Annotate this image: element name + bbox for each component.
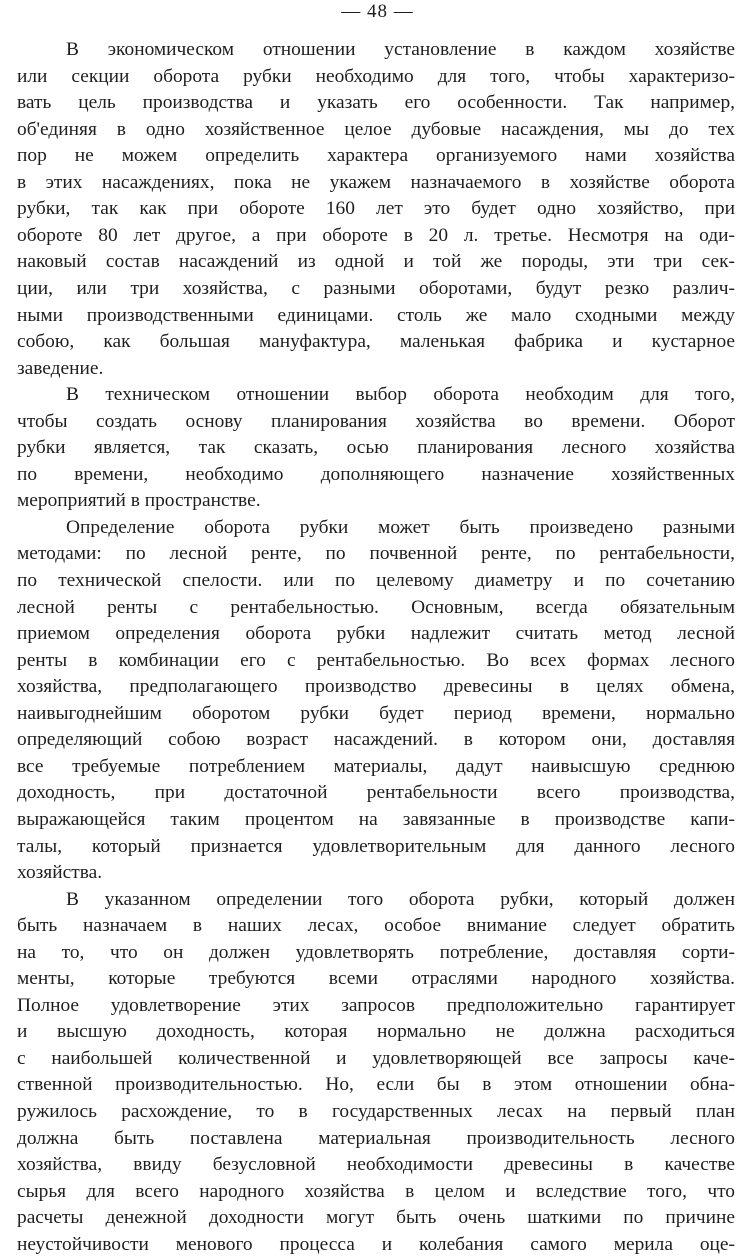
text-line: хозяйства, предполагающего производство древесины в целях обмена, [17, 676, 735, 698]
text-line: рубки, так как при обороте 160 лет это будет одно хозяйство, при [17, 198, 735, 220]
text-line: расчеты денежной доходности могут быть очень шаткими по причине [17, 1207, 735, 1229]
text-line: приемом определения оборота рубки надлежит считать метод лесной [17, 623, 735, 645]
text-line: талы, который признается удовлетворительным для данного лесного [17, 835, 735, 857]
text-line: все требуемые потреблением материалы, дадут наивысшую среднюю [17, 755, 735, 777]
text-line: хозяйства, ввиду безусловной необходимости древесины в качестве [17, 1154, 735, 1176]
text-line: об'единяя в одно хозяйственное целое дубовые насаждения, мы до тех [17, 118, 735, 140]
text-line: сырья для всего народного хозяйства в целом и вследствие того, что [17, 1180, 735, 1202]
text-line: ренты в комбинации его с рентабельностью. Во всех формах лесного [17, 649, 735, 671]
paragraph-first-line: В указанном определении того оборота рубки, который должен [66, 888, 735, 910]
text-line: хозяйства. [17, 862, 103, 884]
text-line: мероприятий в пространстве. [17, 490, 261, 512]
text-line: заведение. [17, 357, 104, 379]
text-line: ственной производительностью. Но, если бы в этом отношении обна- [17, 1074, 735, 1096]
text-line: ружилось расхождение, то в государственных лесах на первый план [17, 1101, 735, 1122]
text-line: наковый состав насаждений из одной и той же породы, эти три сек- [17, 251, 735, 273]
text-line: Полное удовлетворение этих запросов предположительно гарантирует [17, 994, 735, 1016]
text-line: в этих насаждениях, пока не укажем назначаемого в хозяйстве оборота [17, 171, 735, 193]
text-line: наивыгоднейшим оборотом рубки будет период времени, нормально [17, 702, 735, 724]
text-line: ции, или три хозяйства, с разными оборотами, будут резко различ- [17, 277, 735, 299]
text-line: с наибольшей количественной и удовлетворяющей все запросы каче- [17, 1047, 735, 1069]
text-line: на то, что он должен удовлетворять потребление, доставляя сорти- [17, 941, 735, 963]
text-line: по технической спелости. или по целевому диаметру и по сочетанию [17, 570, 735, 591]
text-line: неустойчивости менового процесса и колебания самого мерила оце- [17, 1233, 735, 1255]
text-line: быть назначаем в наших лесах, особое внимание следует обратить [17, 915, 735, 937]
page-number-header: — 48 — [341, 1, 414, 22]
text-line: вать цель производства и указать его особенности. Так например, [17, 92, 735, 114]
text-line: или секции оборота рубки необходимо для того, чтобы характеризо- [17, 65, 735, 87]
text-line: по времени, необходимо дополняющего назначение хозяйственных [17, 463, 735, 485]
paragraph-first-line: В экономическом отношении установление в каждом хозяйстве [66, 39, 735, 60]
text-line: выражающейся таким процентом на завязанные в производстве капи- [17, 808, 735, 830]
paragraph-first-line: Определение оборота рубки может быть произведено разными [66, 516, 735, 538]
text-line: рубки является, так сказать, осью планирования лесного хозяйства [17, 437, 735, 459]
text-line: обороте 80 лет другое, а при обороте в 20 л. третье. Несмотря на оди- [17, 224, 735, 246]
text-line: собою, как большая мануфактура, маленькая фабрика и кустарное [17, 331, 735, 353]
paragraph-first-line: В техническом отношении выбор оборота необходим для того, [66, 384, 735, 406]
text-line: менты, которые требуются всеми отраслями народного хозяйства. [17, 968, 735, 990]
text-line: доходность, при достаточной рентабельности всего производства, [17, 782, 735, 804]
text-line: должна быть поставлена материальная производительность лесного [17, 1127, 735, 1149]
text-line: пор не можем определить характера организуемого нами хозяйства [17, 145, 735, 167]
text-line: определяющий собою возраст насаждений. в котором они, доставляя [17, 729, 735, 751]
text-line: ными производственными единицами. столь же мало сходными между [17, 304, 735, 326]
text-line: методами: по лесной ренте, по почвенной ренте, по рентабельности, [17, 543, 735, 565]
text-line: и высшую доходность, которая нормально не должна расходиться [17, 1021, 735, 1043]
text-line: лесной ренты с рентабельностью. Основным, всегда обязательным [17, 596, 735, 618]
text-line: чтобы создать основу планирования хозяйства во времени. Оборот [17, 410, 735, 432]
